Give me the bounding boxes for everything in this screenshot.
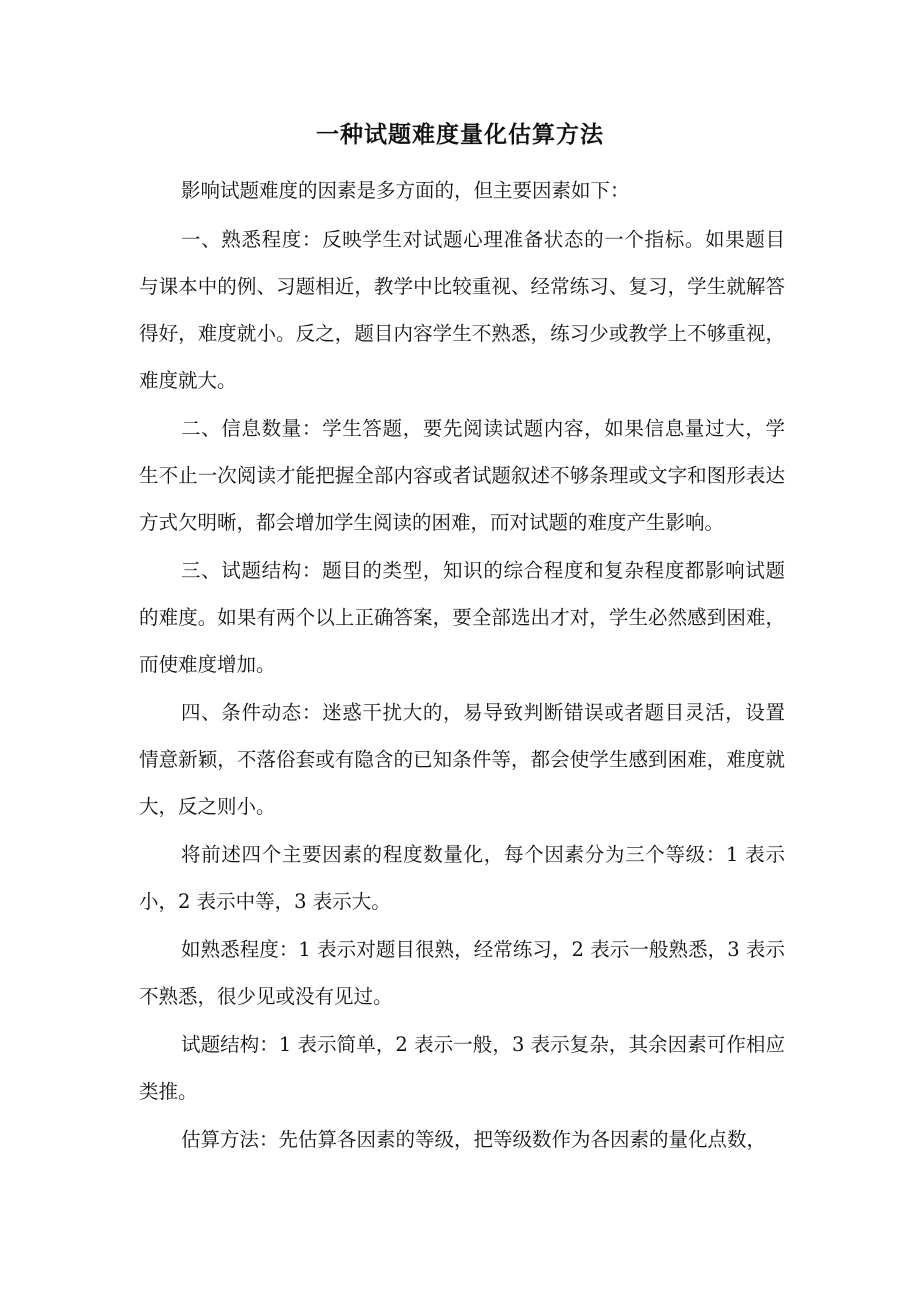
paragraph-information: 二、信息数量：学生答题，要先阅读试题内容，如果信息量过大，学生不止一次阅读才能把握全部内容或者试题叙述不够条理或文字和图形表达方式欠明晰，都会增加学生阅读的困难，而对试题的难度产生影响。 [139, 417, 785, 534]
document-body [139, 167, 785, 1163]
paragraph-quantify: 将前述四个主要因素的程度数量化，每个因素分为三个等级：1 表示小，2 表示中等，3 表示大。 [139, 843, 785, 913]
paragraph-structure-example: 试题结构：1 表示简单，2 表示一般，3 表示复杂，其余因素可作相应类推。 [139, 1033, 785, 1103]
paragraph-method: 估算方法：先估算各因素的等级，把等级数作为各因素的量化点数， [181, 1128, 767, 1151]
paragraph-familiarity-example: 如熟悉程度：1 表示对题目很熟，经常练习，2 表示一般熟悉，3 表示不熟悉，很少见或没有见过。 [139, 938, 785, 1008]
paragraph-structure: 三、试题结构：题目的类型，知识的综合程度和复杂程度都影响试题的难度。如果有两个以上正确答案，要全部选出才对，学生必然感到困难，而使难度增加。 [139, 559, 785, 676]
document-title: 一种试题难度量化估算方法 [316, 122, 604, 148]
paragraph-intro: 影响试题难度的因素是多方面的，但主要因素如下： [181, 179, 630, 202]
paragraph-familiarity: 一、熟悉程度：反映学生对试题心理准备状态的一个指标。如果题目与课本中的例、习题相近，教学中比较重视、经常练习、复习，学生就解答得好，难度就小。反之，题目内容学生不熟悉，练习少或教学上不够重视，难度就大。 [139, 228, 785, 392]
paragraph-conditions: 四、条件动态：迷惑干扰大的，易导致判断错误或者题目灵活，设置情意新颖，不落俗套或有隐含的已知条件等，都会使学生感到困难，难度就大，反之则小。 [139, 701, 785, 818]
